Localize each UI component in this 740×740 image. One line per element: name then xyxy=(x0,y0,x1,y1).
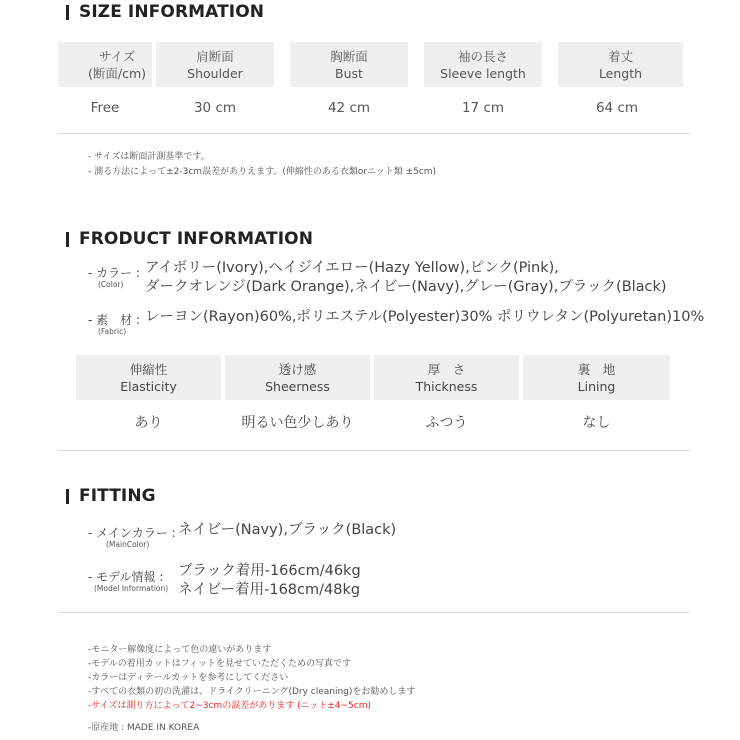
header-gap xyxy=(554,42,558,87)
title-bar xyxy=(66,489,69,504)
header-gap xyxy=(286,42,290,87)
main-color-value: ネイビー(Navy),ブラック(Black) xyxy=(178,522,397,538)
divider xyxy=(58,450,690,451)
product-title-text: FRODUCT INFORMATION xyxy=(79,229,314,249)
main-color-label: - メインカラー : xyxy=(88,526,176,540)
header-gap xyxy=(152,42,156,87)
fabric-sub-label: (Fabric) xyxy=(98,327,127,336)
color-value-line: アイボリー(Ivory),ヘイジイエロー(Hazy Yellow),ピンク(Pink), xyxy=(145,260,559,276)
header-en: Shoulder xyxy=(187,65,243,81)
header-jp: 肩断面 xyxy=(196,48,234,64)
header-jp: 袖の長さ xyxy=(457,48,508,64)
footer-note: -カラーはディテールカットを参考にしてください xyxy=(88,673,289,683)
size-header-sleeve xyxy=(424,42,542,87)
size-section-title xyxy=(66,2,264,22)
fitting-title-text: FITTING xyxy=(79,486,156,506)
size-note: - サイズは断面計測基準です。 xyxy=(88,152,210,162)
header-jp: 伸縮性 xyxy=(129,361,168,377)
header-jp: 厚 さ xyxy=(427,361,466,377)
model-value-line: ブラック着用-166cm/46kg xyxy=(178,563,361,579)
header-jp: 透け感 xyxy=(278,361,317,377)
title-bar xyxy=(66,232,69,247)
header-jp: サイズ xyxy=(98,48,136,64)
size-value-bust: 42 cm xyxy=(327,100,371,116)
size-title-text: SIZE INFORMATION xyxy=(79,2,265,22)
header-en: Lining xyxy=(577,378,616,394)
product-section-title xyxy=(66,229,313,249)
size-header-length xyxy=(558,42,683,87)
fabric-value: レーヨン(Rayon)60%,ポリエステル(Polyester)30% ポリウレタン(Polyuretan)10% xyxy=(145,309,705,325)
header-jp: 胸断面 xyxy=(330,48,368,64)
fitting-section-title xyxy=(66,486,156,506)
size-header-bust xyxy=(290,42,408,87)
header-en: Elasticity xyxy=(120,378,177,394)
divider xyxy=(58,133,690,134)
header-jp: 裏 地 xyxy=(577,361,616,377)
fabric-header-thickness xyxy=(374,355,519,400)
header-en: Length xyxy=(598,65,643,81)
size-header-shoulder xyxy=(156,42,274,87)
footer-note: -モニター解像度によって色の違いがあります xyxy=(88,645,272,655)
fabric-value-elasticity: あり xyxy=(134,415,163,431)
header-jp: 着丈 xyxy=(607,48,633,64)
size-note: - 測る方法によって±2-3cm誤差がありえます。(伸縮性のある衣類orニット類 ±5cm) xyxy=(88,167,437,177)
divider xyxy=(58,612,690,613)
header-en: Bust xyxy=(335,65,363,81)
fabric-header-elasticity xyxy=(76,355,221,400)
model-value-line: ネイビー着用-168cm/48kg xyxy=(178,582,361,598)
main-color-sub-label: (MainColor) xyxy=(106,540,150,549)
size-value-free: Free xyxy=(90,100,120,116)
header-en: Sheerness xyxy=(265,378,330,394)
header-en: Thickness xyxy=(415,378,478,394)
size-value-sleeve: 17 cm xyxy=(461,100,505,116)
model-sub-label: (Model Information) xyxy=(94,584,169,593)
origin-note: -原産地 : MADE IN KOREA xyxy=(88,723,200,733)
fabric-header-sheerness xyxy=(225,355,370,400)
fabric-header-lining xyxy=(523,355,670,400)
fabric-label: - 素 材 : xyxy=(88,313,141,327)
color-value-line: ダークオレンジ(Dark Orange),ネイビー(Navy),グレー(Gray),ブラック(Black) xyxy=(145,279,667,295)
footer-note-warning: -サイズは測り方によって2~3cmの誤差があります (ニット±4~5cm) xyxy=(88,701,372,711)
header-gap xyxy=(420,42,424,87)
model-label: - モデル情報 : xyxy=(88,570,164,584)
fabric-value-lining: なし xyxy=(582,415,611,431)
color-label: - カラー : xyxy=(88,266,141,280)
title-bar xyxy=(66,5,69,20)
fabric-value-thickness: ふつう xyxy=(425,415,468,431)
size-value-length: 64 cm xyxy=(595,100,639,116)
header-en: Sleeve length xyxy=(440,65,526,81)
fabric-value-sheerness: 明るい色少しあり xyxy=(241,415,354,431)
footer-note: -すべての衣類の初の洗濯は、ドライクリーニング(Dry cleaning)をお勧めします xyxy=(88,687,416,697)
header-en: (断面/cm) xyxy=(87,65,146,81)
color-sub-label: (Color) xyxy=(98,280,124,289)
size-value-shoulder: 30 cm xyxy=(193,100,237,116)
footer-note: -モデルの着用カットはフィットを見せていただくための写真です xyxy=(88,659,351,669)
